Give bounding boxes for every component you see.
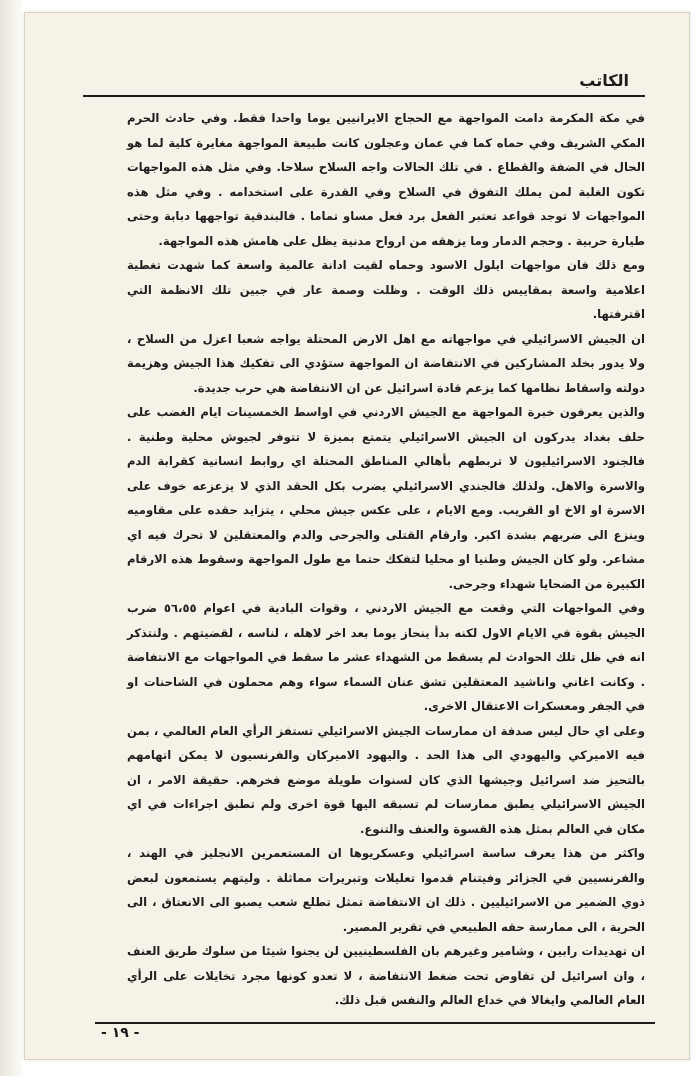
paragraph: وفي المواجهات التي وقعت مع الجيش الاردني ، وقوات البادية في اعوام ٥٦،٥٥ ضرب الجيش بقوة في الايام الاول لكنه بدأ ينحاز يوما بعد اخر لاهله ، لناسه ، لقضيتهم . ولنتذكر انه في ظل تلك الحوادث لم يسقط من الشهداء عشر ما سقط في المواجهات مع الانتفاضة . وكانت اغاني واناشيد المعتقلين تشق عنان السماء سواء وهم محملون في الشاحنات او في الجفر ومعسكرات الاعتقال الاخرى. — [127, 601, 645, 713]
page-header-title: الكاتب — [579, 71, 629, 90]
paragraph: ومع ذلك فان مواجهات ايلول الاسود وحماه لقيت ادانة عالمية واسعة كما شهدت تغطية اعلامية واسعة بمقاييس ذلك الوقت . وظلت وصمة عار في جبين تلك الانظمة التي اقترفتها. — [127, 258, 645, 321]
paragraph: واكثر من هذا يعرف ساسة اسرائيلي وعسكريوها ان المستعمرين الانجليز في الهند ، والفرنسيين في الجزائر وفيتنام قدموا تعليلات وتبريرات مماثلة . وليتهم يستمعون لبعض ذوي الضمير من الاسرائيليين . ذلك ان الانتفاضة تمثل تطلع شعب يصبو الى الانعتاق ، الى الحرية ، الى ممارسة حقه الطبيعي في تقرير المصير. — [127, 846, 645, 934]
paragraph: وعلى اي حال ليس صدفة ان ممارسات الجيش الاسرائيلي تستفز الرأي العام العالمي ، بمن فيه الاميركي واليهودي الى هذا الحد . واليهود الاميركان والفرنسيون لا يمكن اتهامهم بالتحيز ضد اسرائيل وجيشها الذي كان لسنوات طويلة موضع فخرهم. حقيقة الامر ، ان الجيش الاسرائيلي يطبق ممارسات لم تسبقه اليها قوة اخرى ولم تطبق اجراءات في اي مكان في العالم بمثل هذه القسوة والعنف والتنوع. — [127, 723, 645, 836]
footer-divider — [95, 1022, 655, 1024]
scan-edge-shadow — [0, 0, 22, 1076]
paragraph: والذين يعرفون خبرة المواجهة مع الجيش الاردني في اواسط الخمسينات ايام الغضب على حلف بغداد يدركون ان الجيش الاسرائيلي يتمتع بميزة لا تتوفر لجيوش محلية وطنية . فالجنود الاسرائيليون لا تربطهم بأهالي المناطق المحتلة اي روابط انسانية كقرابة الدم والاسرة والاهل. ولذلك فالجندي الاسرائيلي يضرب بكل الحقد الذي لا يزعزعه خوف على الاسرة او الاخ او القريب. ومع الايام ، على عكس جيش محلي ، يتزايد حقده على مقاوميه وينزع الى ضربهم بشدة اكبر. وارقام القتلى والجرحى والدم والمعتقلين لا تحرك فيه اي مشاعر. ولو كان الجيش وطنيا او محليا لتفكك حتما مع طول المواجهة وسقوط هذه الارقام الكبيرة من الضحايا شهداء وجرحى. — [127, 405, 645, 591]
paragraph: ان الجيش الاسرائيلي في مواجهاته مع اهل الارض المحتلة يواجه شعبا اعزل من السلاح ، ولا يدور بخلد المشاركين في الانتفاضة ان المواجهة ستؤدي الى تفكيك هذا الجيش وهزيمة دولته واسقاط نظامها كما يزعم قادة اسرائيل عن ان الانتفاضة هي حرب جديدة. — [127, 331, 645, 395]
page-number: - ١٩ - — [101, 1025, 140, 1041]
document-page — [24, 12, 690, 1060]
header-divider — [83, 95, 645, 97]
paragraph: ان تهديدات رابين ، وشامير وغيرهم بان الفلسطينيين لن يجنوا شيئا من سلوك طريق العنف ، وان اسرائيل لن تفاوض تحت ضغط الانتفاضة ، لا تعدو كونها مجرد تخايلات على الرأي العام العالمي وايغالا في خداع العالم والنفس قبل ذلك. — [127, 944, 645, 1007]
article-body — [127, 106, 645, 1013]
paragraph: في مكة المكرمة دامت المواجهة مع الحجاج الايرانيين يوما واحدا فقط. وفي حادث الحرم المكي الشريف وفي حماه كما في عمان وعجلون كانت طبيعة المواجهة مغايرة كلية لما هو الحال في الضفة والقطاع . في تلك الحالات واجه السلاح سلاحا. وفي مثل هذه المواجهات تكون الغلبة لمن يملك التفوق في السلاح وفي القدرة على استخدامه . وفي مثل هذه المواجهات لا توجد قواعد تعتبر الفعل برد فعل مساو تماما . فالبندقية تواجهها دبابة وحتى طيارة حربية . وحجم الدمار وما يزهقه من ارواح مدنية يظل على هامش هذه المواجهة. — [127, 111, 645, 248]
